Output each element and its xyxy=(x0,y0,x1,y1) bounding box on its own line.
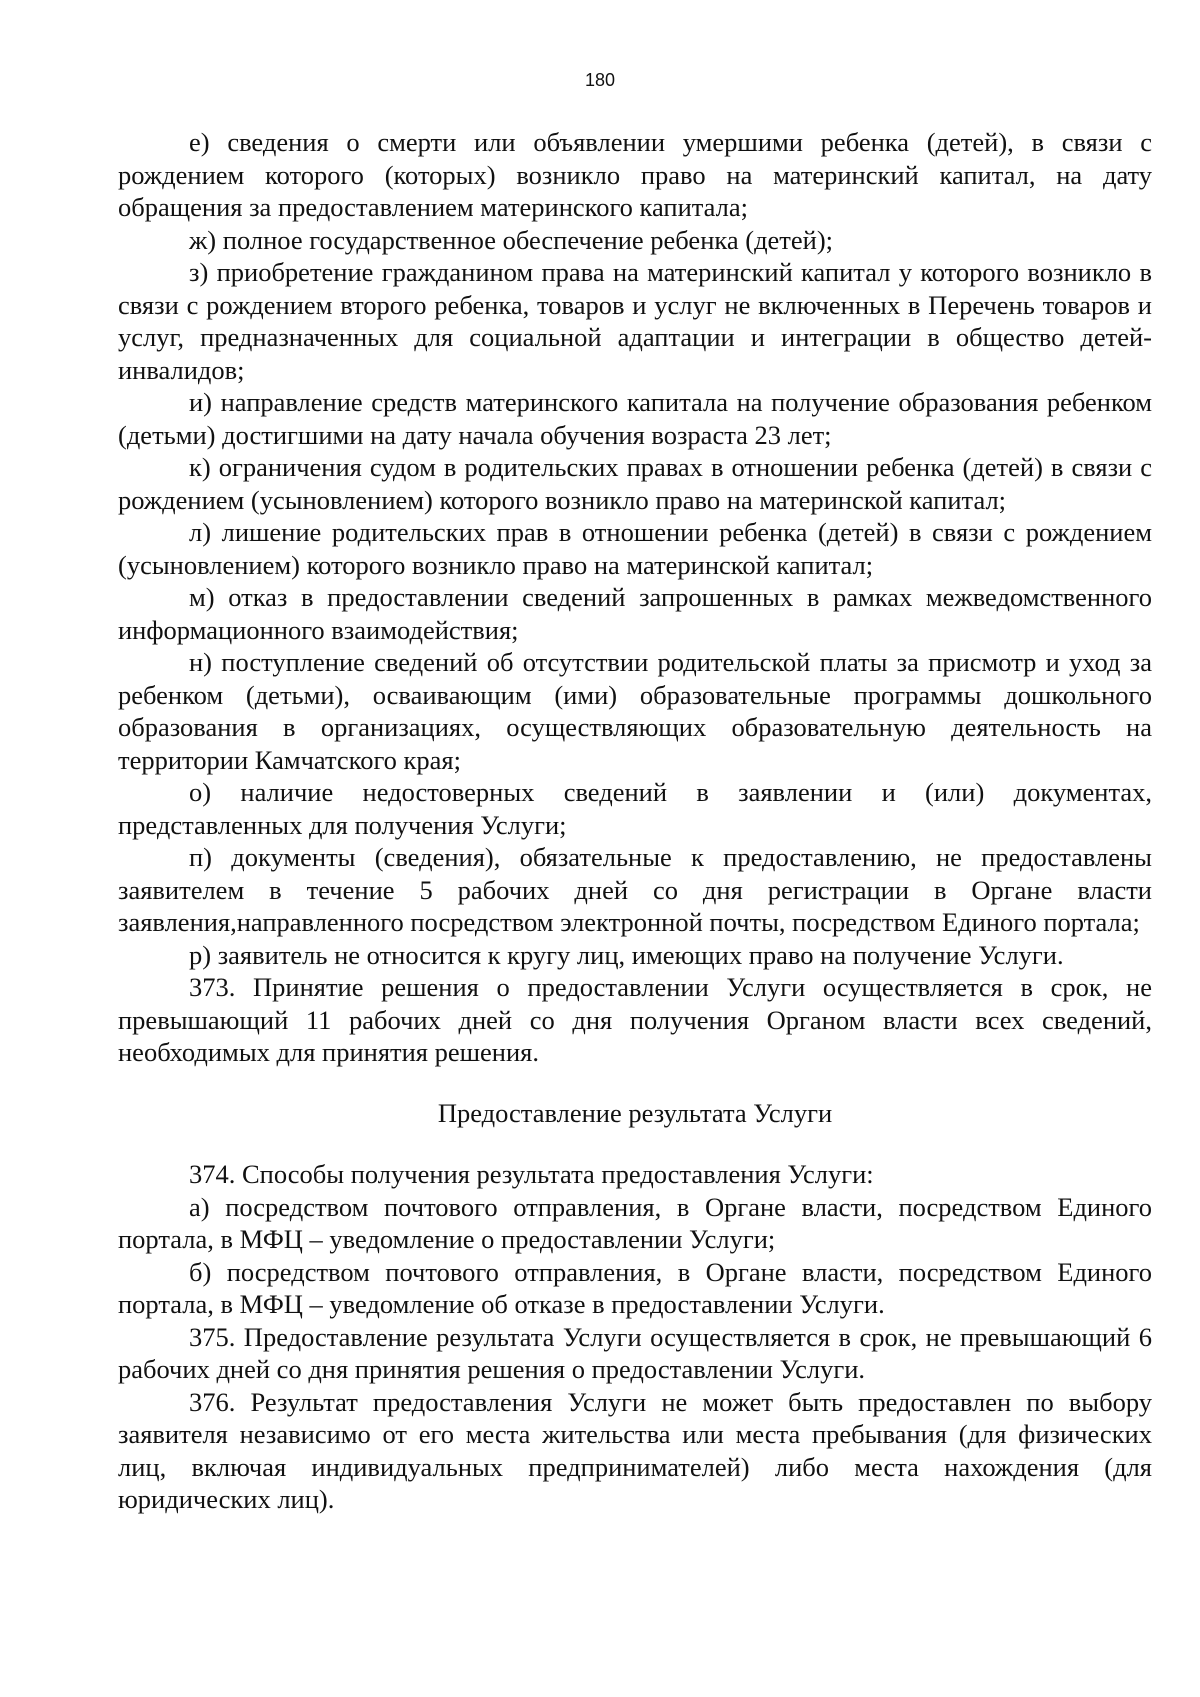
paragraph-373: 373. Принятие решения о предоставлении Услуги осуществляется в срок, не превышающий 11 рабочих дней со дня получения Органом власти всех сведений, необходимых для принятия решения. xyxy=(118,972,1152,1067)
document-body xyxy=(118,126,1152,1516)
paragraph-374-b: б) посредством почтового отправления, в Органе власти, посредством Единого портала, в МФЦ – уведомление об отказе в предоставлении Услуги. xyxy=(118,1256,1152,1319)
section-heading: Предоставление результата Услуги xyxy=(437,1097,833,1128)
paragraph-zh: ж) полное государственное обеспечение ребенка (детей); xyxy=(189,224,834,255)
page-number: 180 xyxy=(584,70,616,90)
paragraph-374: 374. Способы получения результата предоставления Услуги: xyxy=(189,1159,874,1189)
paragraph-r: р) заявитель не относится к кругу лиц, имеющих право на получение Услуги. xyxy=(189,939,1064,970)
paragraph-p: п) документы (сведения), обязательные к предоставлению, не предоставлены заявителем в течение 5 рабочих дней со дня регистрации в Органе власти заявления,направленного посредством электронной почты, посредством Единого портала; xyxy=(118,842,1152,937)
paragraph-374-a: а) посредством почтового отправления, в Органе власти, посредством Единого портала, в МФЦ – уведомление о предоставлении Услуги; xyxy=(118,1191,1152,1254)
paragraph-z: з) приобретение гражданином права на материнский капитал у которого возникло в связи с рождением второго ребенка, товаров и услуг не включенных в Перечень товаров и услуг, предназначенных для социальной адаптации и интеграции в общество детей-инвалидов; xyxy=(118,257,1152,385)
paragraph-n: н) поступление сведений об отсутствии родительской платы за присмотр и уход за ребенком (детьми), осваивающим (ими) образовательные программы дошкольного образования в организациях, осуществляющих образовательную деятельность на территории Камчатского края; xyxy=(118,647,1152,775)
paragraph-m: м) отказ в предоставлении сведений запрошенных в рамках межведомственного информационного взаимодействия; xyxy=(118,582,1152,645)
paragraph-376: 376. Результат предоставления Услуги не может быть предоставлен по выбору заявителя независимо от его места жительства или места пребывания (для физических лиц, включая индивидуальных предпринимателей) либо места нахождения (для юридических лиц). xyxy=(118,1386,1152,1514)
paragraph-o: о) наличие недостоверных сведений в заявлении и (или) документах, представленных для получения Услуги; xyxy=(118,777,1152,840)
paragraph-e: е) сведения о смерти или объявлении умершими ребенка (детей), в связи с рождением которого (которых) возникло право на материнский капитал, на дату обращения за предоставлением материнского капитала; xyxy=(118,127,1152,222)
paragraph-i: и) направление средств материнского капитала на получение образования ребенком (детьми) достигшими на дату начала обучения возраста 23 лет; xyxy=(118,387,1152,450)
paragraph-k: к) ограничения судом в родительских правах в отношении ребенка (детей) в связи с рождением (усыновлением) которого возникло право на материнской капитал; xyxy=(118,452,1152,515)
paragraph-l: л) лишение родительских прав в отношении ребенка (детей) в связи с рождением (усыновлением) которого возникло право на материнской капитал; xyxy=(118,517,1152,580)
paragraph-375: 375. Предоставление результата Услуги осуществляется в срок, не превышающий 6 рабочих дней со дня принятия решения о предоставлении Услуги. xyxy=(118,1321,1152,1384)
